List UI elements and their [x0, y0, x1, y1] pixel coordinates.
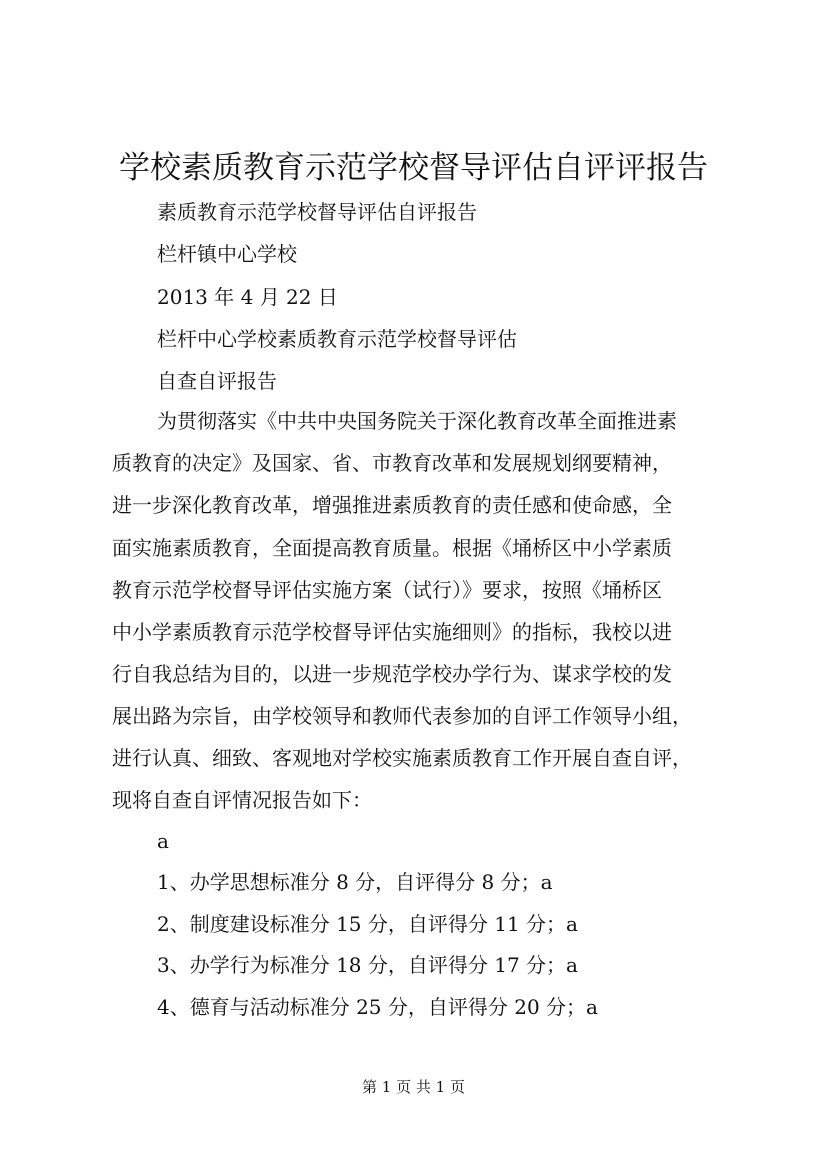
paragraph-line: 中小学素质教育示范学校督导评估实施细则》的指标，我校以进 — [112, 620, 672, 644]
document-title: 学校素质教育示范学校督导评估自评评报告 — [119, 150, 708, 186]
report-date: 2013 年 4 月 22 日 — [157, 285, 338, 309]
page-footer: 第 1 页 共 1 页 — [362, 1078, 465, 1096]
paragraph-line: 展出路为宗旨，由学校领导和教师代表参加的自评工作领导小组， — [112, 704, 692, 728]
paragraph-line: 现将自查自评情况报告如下： — [112, 788, 372, 812]
paragraph-line: 进行认真、细致、客观地对学校实施素质教育工作开展自查自评， — [112, 746, 692, 770]
paragraph-line: 教育示范学校督导评估实施方案（试行）》要求，按照《埇桥区 — [112, 578, 662, 602]
report-heading-line-2: 自查自评报告 — [157, 369, 277, 393]
paragraph-line: 面实施素质教育，全面提高教育质量。根据《埇桥区中小学素质 — [112, 536, 672, 560]
score-item: 2、制度建设标准分 15 分，自评得分 11 分；a — [157, 912, 578, 936]
paragraph-line: 进一步深化教育改革，增强推进素质教育的责任感和使命感，全 — [112, 493, 672, 517]
paragraph-line: 行自我总结为目的，以进一步规范学校办学行为、谋求学校的发 — [112, 662, 672, 686]
list-marker: a — [157, 829, 169, 853]
score-item: 1、办学思想标准分 8 分，自评得分 8 分；a — [157, 870, 553, 894]
report-heading-line-1: 栏杆中心学校素质教育示范学校督导评估 — [157, 327, 517, 351]
score-item: 3、办学行为标准分 18 分，自评得分 17 分；a — [157, 953, 578, 977]
paragraph-line: 质教育的决定》及国家、省、市教育改革和发展规划纲要精神， — [112, 451, 672, 475]
paragraph-line: 为贯彻落实《中共中央国务院关于深化教育改革全面推进素 — [157, 409, 677, 433]
school-name: 栏杆镇中心学校 — [157, 242, 297, 266]
score-item: 4、德育与活动标准分 25 分，自评得分 20 分；a — [157, 995, 598, 1019]
document-subtitle: 素质教育示范学校督导评估自评报告 — [157, 200, 477, 224]
